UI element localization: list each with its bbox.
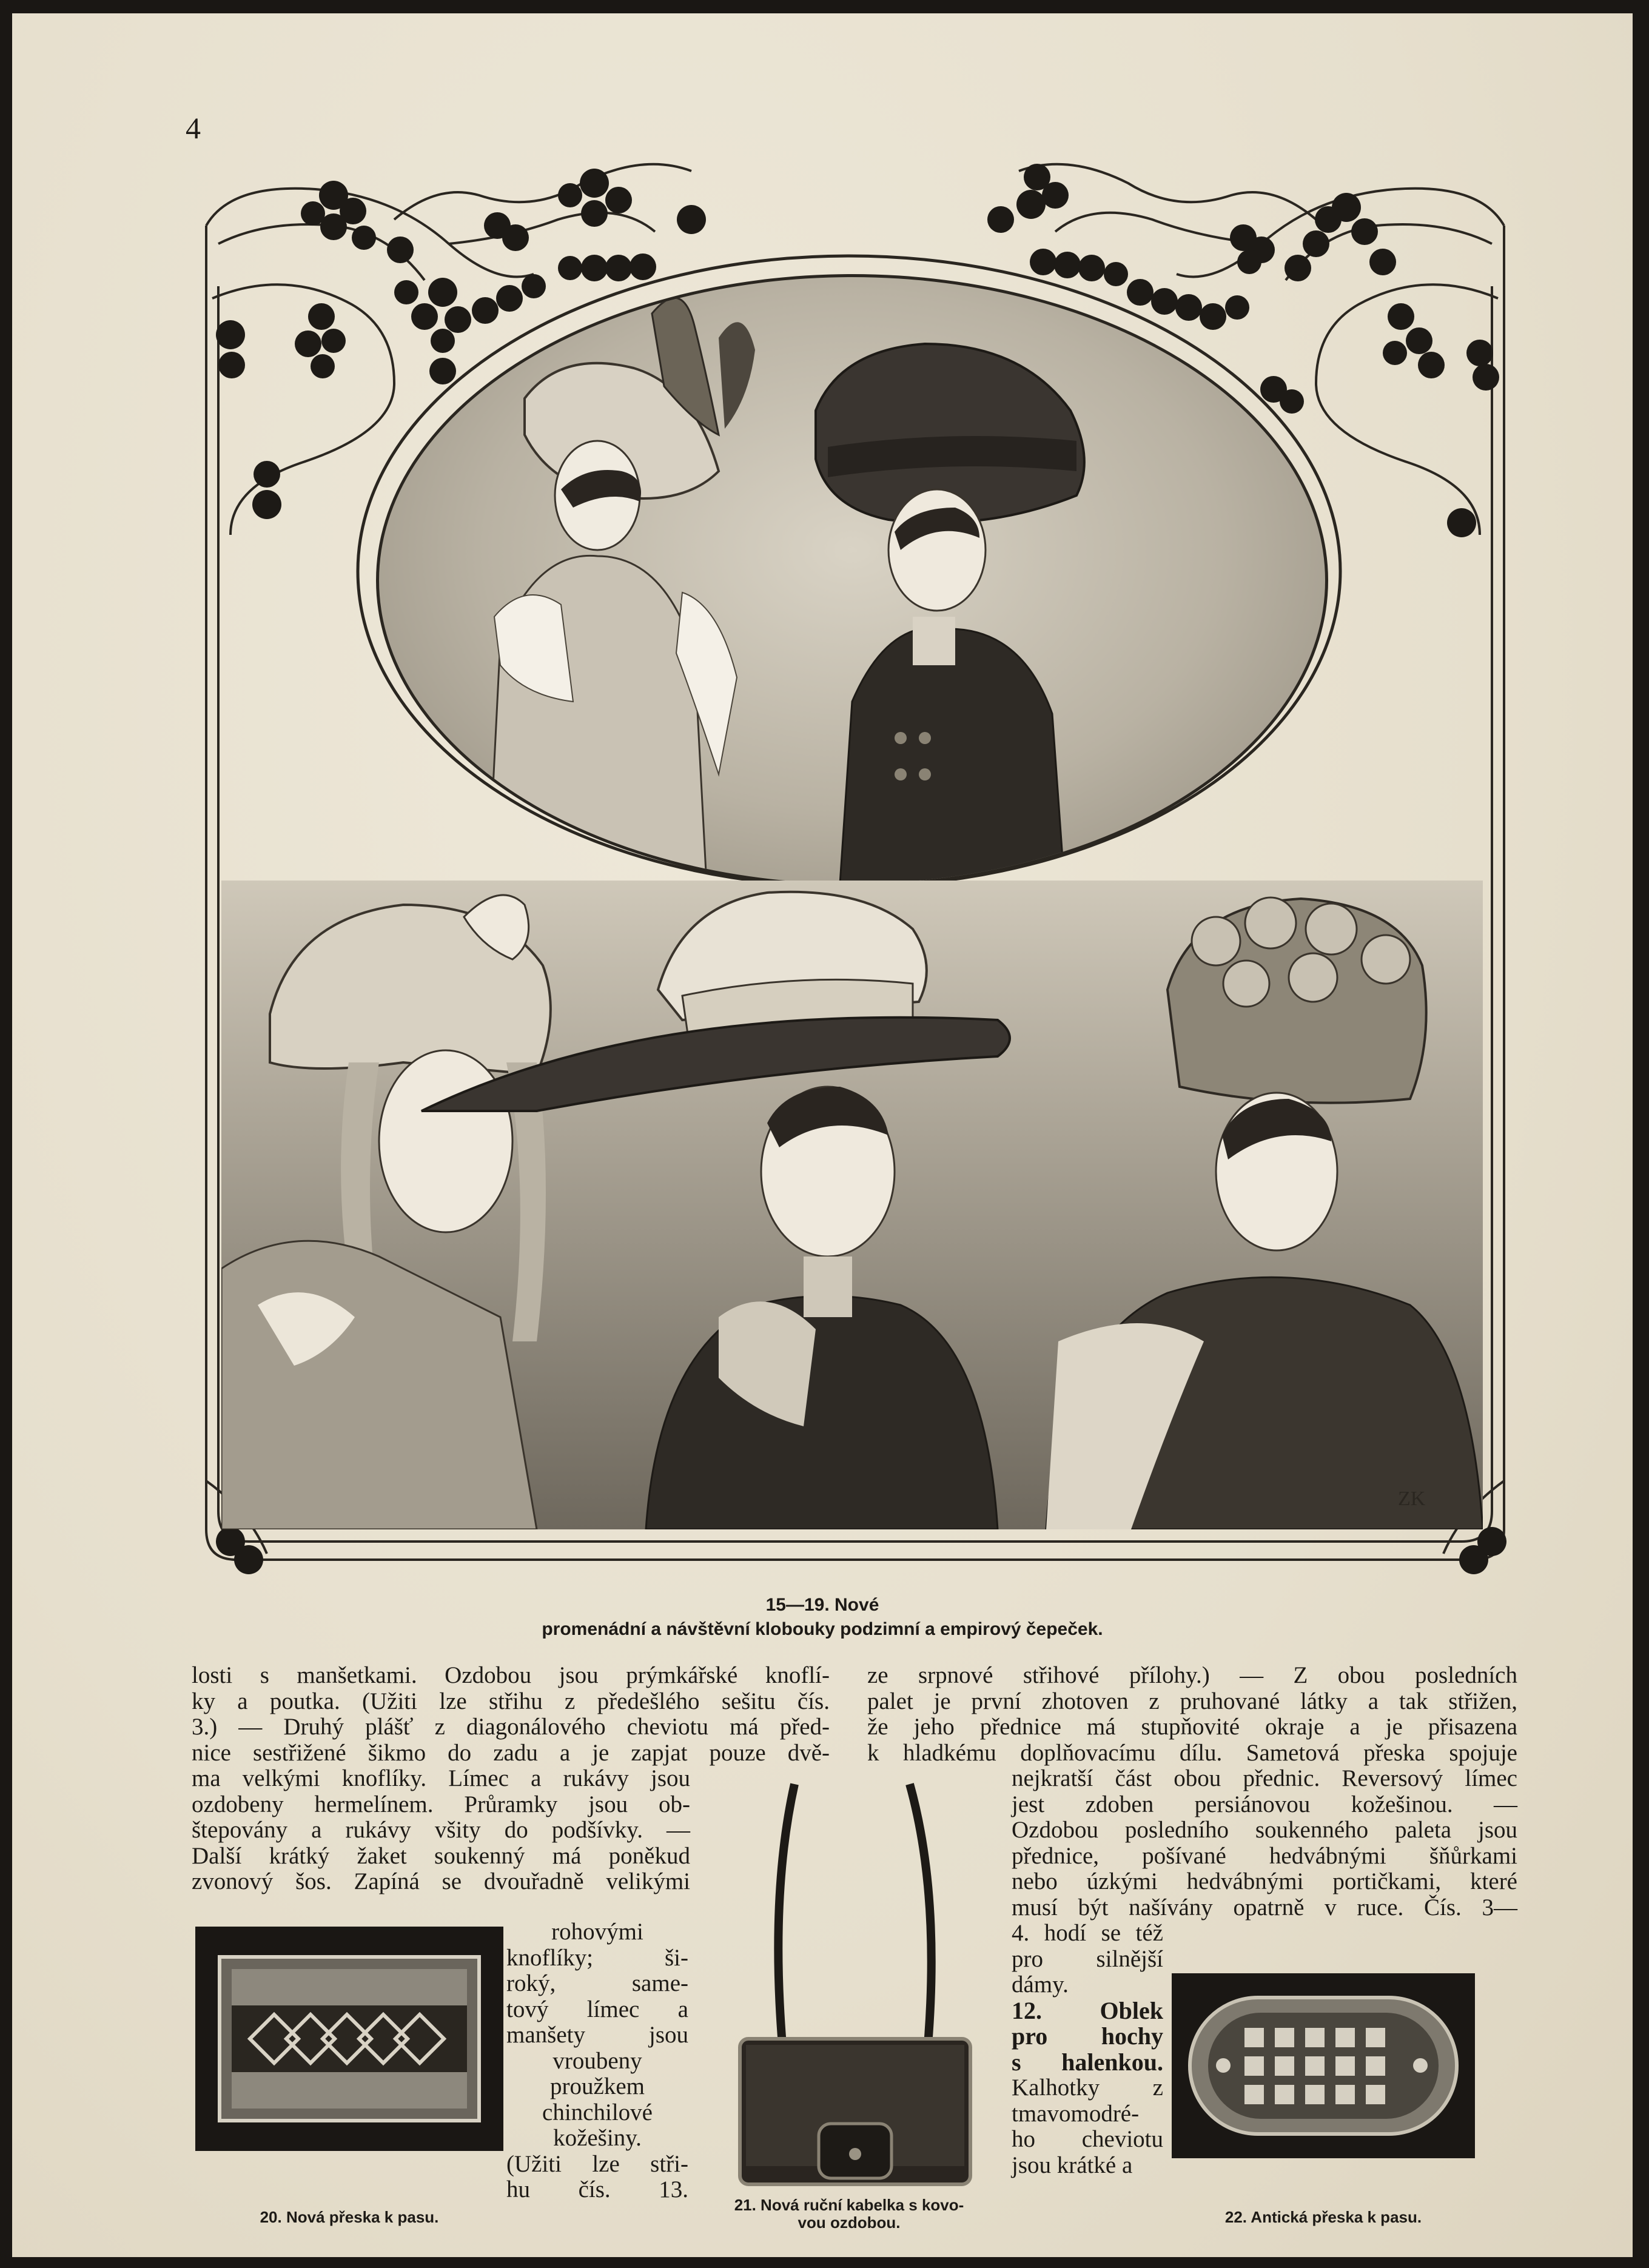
oval-illustration bbox=[376, 274, 1328, 887]
figure-20-buckle-photo bbox=[195, 1927, 503, 2151]
lower-illustration bbox=[221, 881, 1483, 1529]
text-line: dámy. bbox=[1012, 1971, 1069, 1998]
text-line: palet je první zhotoven z pruhované látky a tak střižen, bbox=[867, 1688, 1517, 1714]
buckle-icon bbox=[195, 1927, 503, 2151]
caption-line: vou ozdobou. bbox=[798, 2213, 901, 2232]
text-line: (Užiti lze stři- bbox=[506, 2150, 688, 2177]
section-heading-12: pro hochy bbox=[1012, 2022, 1163, 2050]
text-line: chinchilové bbox=[542, 2099, 653, 2125]
text-line: losti s manšetkami. Ozdobou jsou prýmkářské knoflí- bbox=[192, 1662, 830, 1688]
figure-20-caption: 20. Nová přeska k pasu. bbox=[260, 2208, 439, 2226]
monogram: ZK bbox=[1398, 1488, 1426, 1510]
text-line: ze srpnové střihové přílohy.) — Z obou posledních bbox=[867, 1662, 1517, 1688]
left-column-narrow bbox=[506, 1919, 688, 2203]
right-column-top bbox=[867, 1663, 1517, 1766]
text-line: zvonový šos. Zapíná se dvouřadně velikými bbox=[192, 1868, 690, 1894]
text-line: jest zdoben persiánovou kožešinou. — bbox=[1012, 1791, 1517, 1817]
caption-line: 21. Nová ruční kabelka s kovo- bbox=[734, 2196, 964, 2214]
text-line: k hladkému doplňovacímu dílu. Sametová přeska spojuje bbox=[867, 1739, 1517, 1766]
text-line: jsou krátké a bbox=[1012, 2152, 1133, 2178]
text-line: nejkratší část obou přednic. Reversový límec bbox=[1012, 1765, 1517, 1791]
figure-21-handbag bbox=[728, 1772, 982, 2190]
text-line: tový límec a bbox=[506, 1996, 688, 2022]
figure-22-antique-buckle-photo bbox=[1172, 1973, 1475, 2158]
text-line: nice sestřižené šikmo do zadu a je zapjat pouze dvě- bbox=[192, 1739, 830, 1766]
section-heading-12: s halenkou. bbox=[1012, 2048, 1163, 2076]
text-line: Ozdobou posledního soukenného paleta jsou bbox=[1012, 1817, 1517, 1843]
magazine-page bbox=[12, 13, 1633, 2257]
text-line: ozdobeny hermelínem. Průramky jsou ob- bbox=[192, 1791, 690, 1817]
text-line: ky a poutka. (Užiti lze střihu z předešlého sešitu čís. bbox=[192, 1688, 830, 1714]
text-line: tmavomodré- bbox=[1012, 2100, 1140, 2127]
text-line: 3.) — Druhý plášť z diagonálového cheviotu má před- bbox=[192, 1714, 830, 1740]
text-line: ma velkými knoflíky. Límec a rukávy jsou bbox=[192, 1765, 690, 1791]
text-line: 4. hodí se též bbox=[1012, 1920, 1163, 1946]
right-column-narrow bbox=[1012, 1921, 1163, 2178]
text-line: kožešiny. bbox=[553, 2125, 642, 2151]
figure-caption-text: promenádní a návštěvní klobouky podzimní a empirový čepeček. bbox=[542, 1619, 1103, 1639]
section-heading-12: 12. Oblek bbox=[1012, 1996, 1163, 2024]
text-line: ho cheviotu bbox=[1012, 2126, 1163, 2152]
text-line: hu čís. 13. bbox=[506, 2176, 688, 2203]
text-line: přednice, pošívané hedvábnými šňůrkami bbox=[1012, 1842, 1517, 1869]
left-column-top bbox=[192, 1663, 830, 1766]
text-line: manšety jsou bbox=[506, 2022, 688, 2048]
figure-21-caption bbox=[704, 2196, 995, 2232]
figure-caption-number: 15—19. Nové bbox=[765, 1595, 879, 1615]
text-line: musí být našívány opatrně v ruce. Čís. 3— bbox=[1012, 1894, 1517, 1921]
right-column-mid bbox=[1012, 1766, 1517, 1921]
text-line: štepovány a rukávy všity do podšívky. — bbox=[192, 1817, 690, 1843]
text-line: knoflíky; ši- bbox=[506, 1944, 688, 1971]
hats-illustration-bottom bbox=[221, 881, 1483, 1529]
hats-illustration-top bbox=[379, 277, 1325, 884]
page-number: 4 bbox=[186, 111, 201, 145]
text-line: že jeho přednice má stupňovité okraje a je přisazena bbox=[867, 1714, 1517, 1740]
antique-buckle-icon bbox=[1172, 1973, 1475, 2158]
left-column-mid bbox=[192, 1766, 690, 1895]
text-line: Kalhotky z bbox=[1012, 2075, 1163, 2101]
text-line: roký, same- bbox=[506, 1970, 688, 1996]
figure-22-caption: 22. Antická přeska k pasu. bbox=[1224, 2208, 1422, 2226]
text-line: pro silnější bbox=[1012, 1945, 1163, 1972]
text-line: Další krátký žaket soukenný má poněkud bbox=[192, 1842, 690, 1869]
text-line: nebo úzkými hedvábnými portičkami, které bbox=[1012, 1868, 1517, 1894]
text-line: rohovými bbox=[551, 1919, 643, 1945]
text-line: vroubeny bbox=[552, 2047, 642, 2074]
text-line: proužkem bbox=[550, 2073, 645, 2099]
